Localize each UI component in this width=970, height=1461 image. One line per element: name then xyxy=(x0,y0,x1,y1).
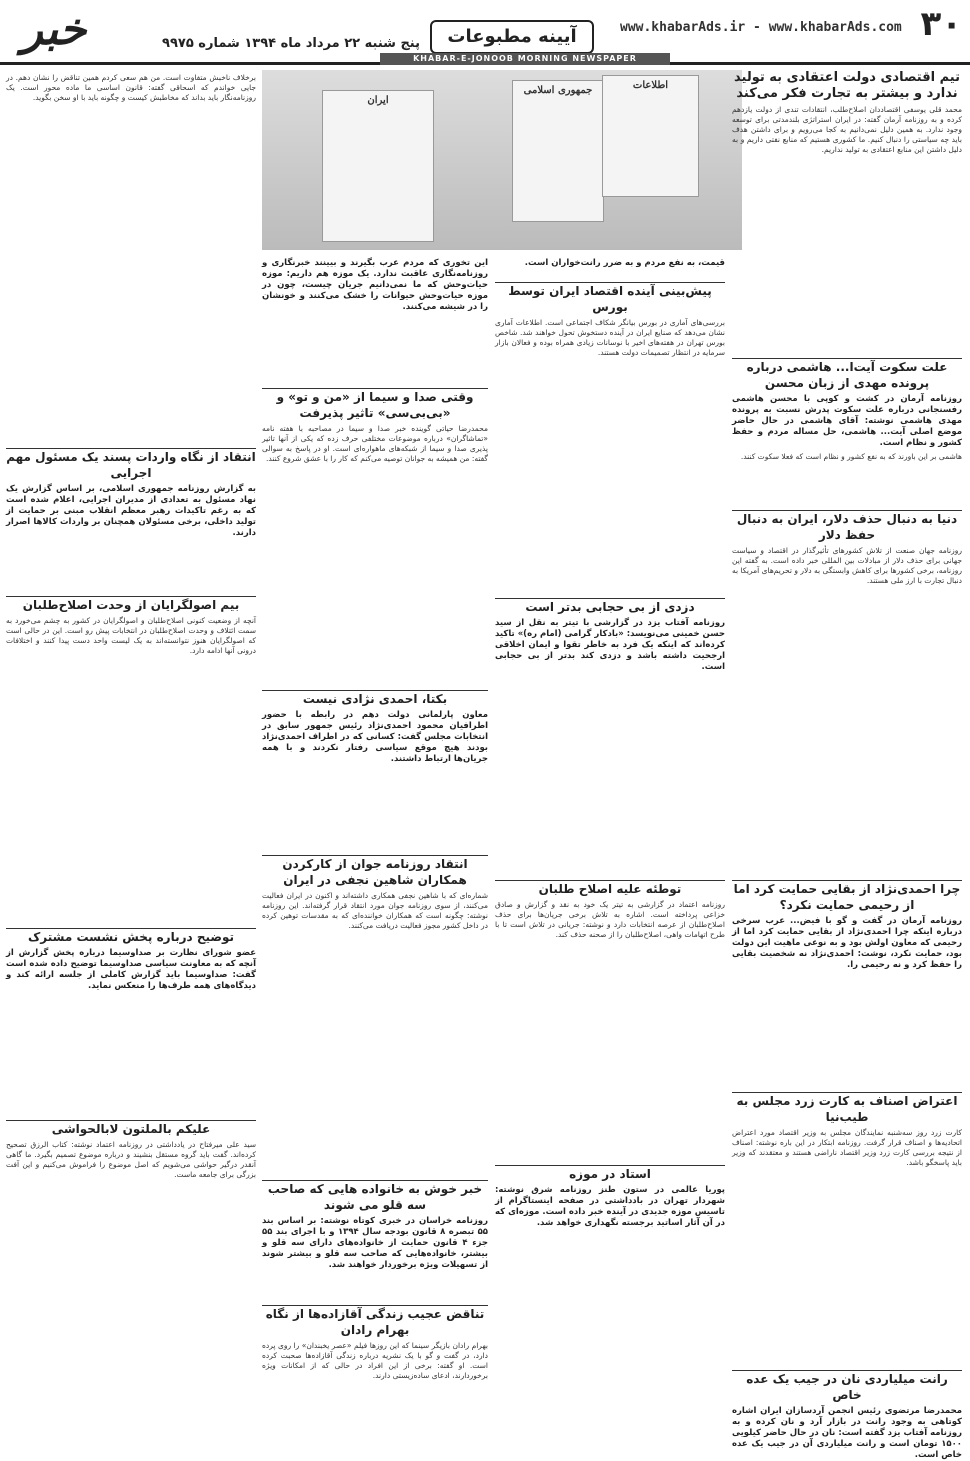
article xyxy=(6,1120,256,1431)
masthead xyxy=(0,0,970,65)
newspaper-image: ایران xyxy=(322,90,434,242)
site-url[interactable]: www.khabarAds.ir - www.khabarAds.com xyxy=(620,20,902,35)
article xyxy=(262,255,488,385)
newspaper-image: اطلاعات xyxy=(602,75,699,197)
article xyxy=(6,448,256,594)
article-lead: معاون پارلمانی دولت دهم در رابطه با حضور اطرافیان محمود احمدی‌نژاد رئیس جمهور سابق در انتخابات مجلس گفت: کسانی که در اطراف احمدی‌نژاد بودند هیچ موقع سیاسی رفتار نکردند و با همه جریان‌ها ارتباط داشتند. xyxy=(262,710,488,764)
headline: چرا احمدی‌نژاد از بقایی حمایت کرد اما از رحیمی حمایت نکرد؟ xyxy=(733,882,961,912)
article-body: روزنامه جهان صنعت از تلاش کشورهای تأثیرگذار در اقتصاد و سیاست جهانی برای حذف دلار از مبادلات بین المللی خبر داده است. به گفته این روزنامه، برخی کشورها برای کاهش وابستگی به دلار و تحریم‌های آمریکا به دنبال تجارت با ارز ملی هستند. xyxy=(732,546,962,585)
headline: انتقاد از نگاه واردات پسند یک مسئول مهم اجرایی xyxy=(6,450,256,480)
article xyxy=(732,880,962,1031)
article-body: بهرام رادان بازیگر سینما که این روزها فیلم «عصر یخبندان» را روی پرده دارد، در گفت و گو با یک نشریه درباره زندگی آقازاده‌ها صحبت کرده است. او گفته: برخی از این افراد در حالی که از امکانات ویژه برخوردارند، ادعای ساده‌زیستی دارند. xyxy=(262,1341,488,1380)
article xyxy=(495,282,725,593)
article-lead: این تخوری که مردم عرب بگیرند و بیینند خبرنگاری و روزنامه‌نگاری عاقبت ندارد. یک موزه هم داریم: موزه حیات‌وحش که ما نمی‌دانیم جریان چیست، چون در موزه حیات‌وحش حیوانات را خشک می‌کنند و خونشان را در شیشه می‌کنند. xyxy=(262,258,488,312)
article xyxy=(262,1305,488,1431)
article xyxy=(495,1165,725,1426)
article-body: محمدرضا حیاتی گوینده خبر صدا و سیما در مصاحبه با هفته نامه «تماشاگران» درباره موضوعات مختلفی حرف زده که یکی از آنها تاثیر پذیری صدا و سیما از شبکه‌های ماهواره‌ای است. او در پاسخ به سوالی گفته: من همیشه به جوانان توصیه می‌کنم که کار را با عشق شروع کنند. xyxy=(262,424,488,463)
article-body: کارت زرد روز سه‌شنبه نمایندگان مجلس به وزیر اقتصاد مورد اعتراض اتحادیه‌ها و اصناف قرار گرفت. روزنامه ابتکار در این باره نوشته: اصناف از نتیجه بررسی کارت زرد وزیر اقتصاد ناراضی هستند و معتقدند که وزیر باید پاسخگو باشد. xyxy=(732,1128,962,1167)
headline: توطئه علیه اصلاح طلبان xyxy=(538,882,682,896)
article xyxy=(495,880,725,1161)
article-body: روزنامه اعتماد در گزارشی به تیتر یک خود به نقد و گزارش و صادق خزاعی پرداخته است. اشاره به تلاش برخی جریان‌ها برای حذف اصلاح‌طلبان از عرصه انتخابات دارد و نوشته: جریانی در تلاش است تا با طرح اتهامات واهی، اصلاح‌طلبان را از صحنه حذف کند. xyxy=(495,900,725,939)
article-lead: پوریا عالمی در ستون طنز روزنامه شرق نوشته: شهردار تهران در بادداشتی در صفحه اینستاگرام از تاسیس موزه جدیدی در آینده خبر داده است. موزه‌ای که در آن آثار اساتید برجسته نگهداری خواهد شد. xyxy=(495,1185,725,1228)
article xyxy=(732,358,962,504)
headline: وقتی صدا و سیما از «من و تو» و «بی‌بی‌سی» تاثیر پذیرفت xyxy=(276,390,474,420)
article xyxy=(262,388,488,689)
article-body: شماره‌ای که با شاهین نجفی همکاری داشته‌اند و اکنون در ایران فعالیت می‌کنند، از سوی روزنامه جوان مورد انتقاد قرار گرفته‌اند. این روزنامه نوشته: چگونه است که همکاران خواننده‌ای که به مقدسات توهین کرده در داخل کشور مجوز فعالیت دریافت می‌کنند. xyxy=(262,891,488,930)
article-lead: عضو شورای نظارت بر صداوسیما درباره پخش گزارش از آنچه که به معاونت سیاسی صداوسیما توضیح داده شده است گفت: صداوسیما باید گزارش کاملی از جلسه ارائه کند و دیدگاه‌های همه طرف‌ها را منعکس نماید. xyxy=(6,948,256,991)
article xyxy=(495,255,725,280)
issue-info: پنج شنبه ۲۲ مرداد ماه ۱۳۹۴ شماره ۹۹۷۵ xyxy=(162,36,420,51)
article-body: بررسی‌های آماری در بورس بیانگر شکاف اجتماعی است. اطلاعات آماری نشان می‌دهد که صنایع ایران در آینده دستخوش تحول خواهند شد. شاخص بورس تهران در هفته‌های اخیر با نوسانات زیادی همراه بوده و فعالان بازار سرمایه در انتظار تصمیمات دولت هستند. xyxy=(495,318,725,357)
headline: خبر خوش به خانواده هایی که صاحب سه قلو می شوند xyxy=(267,1182,483,1212)
article-lead: روزنامه آرمان در گفت و گو با فیض... عرب سرخی درباره اینکه چرا احمدی‌نژاد از بقایی حمایت کرد اما از رحیمی که معاون اولش بود و به نوعی ماهیت این دولت بود، حمایت نکرد، نوشت: احمدی‌نژاد نه شخصیت بقایی را حفظ کرد و نه رحیمی را. xyxy=(732,916,962,970)
article-body: سید علی میرفتاح در یادداشتی در روزنامه اعتماد نوشته: کتاب الرزق تصحیح کرده‌اند. گفت باید گروه مستقل بنشیند و درباره موضوع تصمیم بگیرد. ما گاهی آنقدر درگیر حواشی می‌شویم که اصل موضوع را فراموش می‌کنیم و این آفت بزرگی برای جامعه ماست. xyxy=(6,1140,256,1179)
headline: توضیح درباره پخش نشست مشترک xyxy=(28,930,234,944)
article-lead: روزنامه آفتاب یزد در گزارشی با تیتر به نقل از سید حسن خمینی می‌نویسد: «بادکار گرامی (امام ره)» تاکید کرده‌اند که اینکه یک فرد به خاطر تقوا و ایمان اخلاقی ارجحیت داشته باشد و دزدی کند بدتر از بی حجابی است. xyxy=(495,618,725,672)
newspapers-photo xyxy=(262,70,742,250)
article-body: محمد قلی یوسفی اقتصاددان اصلاح‌طلب، انتقادات تندی از دولت یازدهم کرده و به روزنامه آرمان گفته: در ایران استراتژی بلندمدتی برای توسعه وجود ندارد. به همین دلیل نمی‌دانیم به کجا می‌رویم و برای داشتن هدف باید چه سیاستی را دنبال کنیم. ما کشوری هستیم که منابع نفتی داریم و به دلیل داشتن این منابع اعتقادی به تولید نداریم. xyxy=(732,105,962,154)
masthead-strap: KHABAR-E-JONOOB MORNING NEWSPAPER xyxy=(380,53,670,65)
article-lead: قیمت، به نفع مردم و به ضرر رانت‌خواران است. xyxy=(524,258,725,268)
article-lead: محمدرضا مرتضوی رئیس انجمن آردسازان ایران اشاره کوتاهی به وجود رانت در بازار آرد و نان کرده و به روزنامه آفتاب یزد گفته است: نان در حال حاضر کیلویی ۱۵۰۰ تومان است و رانت میلیاردی آن در جیب یک عده خاص است. xyxy=(732,1406,962,1460)
headline: علیکم بالملتون لابالحواشی xyxy=(51,1122,211,1136)
page-number: ۳۰ xyxy=(920,4,962,44)
headline: انتقاد روزنامه جوان از کارکردن همکاران شاهین نجفی در ایران xyxy=(282,857,468,887)
article xyxy=(262,1180,488,1301)
article xyxy=(732,1092,962,1293)
article xyxy=(732,510,962,791)
headline: بکتا، احمدی نژادی نیست xyxy=(302,692,448,706)
article xyxy=(262,855,488,1156)
headline: رانت میلیاردی نان در جیب یک عده خاص xyxy=(746,1372,948,1402)
headline: تیم اقتصادی دولت اعتقادی به تولید ندارد و بیشتر به تجارت فکر می‌کند xyxy=(734,70,960,101)
section-title: آیینه مطبوعات xyxy=(430,20,594,54)
article xyxy=(6,928,256,1119)
newspaper-image: جمهوری اسلامی xyxy=(512,80,604,222)
logo: خبر xyxy=(21,4,87,55)
article xyxy=(732,1370,962,1460)
headline: علت سکوت آیت‌ا... هاشمی درباره پرونده مهدی از زبان محسن xyxy=(746,360,948,390)
article xyxy=(262,690,488,851)
article-lead: روزنامه خراسان در خبری کوتاه نوشته: بر اساس بند ۵۵ تبصره ۸ قانون بودجه سال ۱۳۹۴ و با اجرای بند ۵۵ جزء ۴ قانون حمایت از خانواده‌های دارای سه قلو و بیشتر، خانواده‌هایی که صاحب سه قلو و بیشتر شوند از تسهیلات ویژه برخوردار خواهند شد. xyxy=(262,1216,489,1270)
headline: پیش‌بینی آینده اقتصاد ایران توسط بورس xyxy=(508,284,712,314)
article-body: برخلاف ناخبش متفاوت است. من هم سعی کردم همین تناقض را نشان دهم. در جایی خواندم که اسحاقی گفته: قانون اساسی ما ماده محور است. یک روزنامه‌نگار باید بداند که مخاطبش کیست و چگونه باید با او سخن بگوید. xyxy=(6,73,256,102)
article xyxy=(6,596,256,927)
headline: اعتراض اصناف به کارت زرد مجلس به طیب‌نیا xyxy=(736,1094,958,1124)
headline: بیم اصولگرایان از وحدت اصلاح‌طلبان xyxy=(22,598,240,612)
article-lead: روزنامه آرمان در کشت و کوپی با محسن هاشمی رفسنجانی درباره علت سکوت پدرش نسبت به پرونده مهدی هاشمی نوشته: آقای هاشمی در حال حاضر موضع اصلی آیت... هاشمی، حل مساله مردم و حفظ کشور و نظام است. xyxy=(732,394,962,448)
article xyxy=(6,70,256,440)
headline: دنیا به دنبال حذف دلار، ایران به دنبال حفظ دلار xyxy=(736,512,958,542)
article-body: آنچه از وضعیت کنونی اصلاح‌طلبان و اصولگرایان در کشور به چشم می‌خورد به سمت ائتلاف و وحدت اصلاح‌طلبان در انتخابات پیش رو است. این در حالی است که اصولگرایان هنوز نتوانسته‌اند به یک لیست واحد دست پیدا کنند و اختلافات درونی آنها ادامه دارد. xyxy=(6,616,256,655)
article xyxy=(495,598,725,879)
article xyxy=(732,70,962,270)
article-lead: به گزارش روزنامه جمهوری اسلامی، بر اساس گزارش یک نهاد مسئول به تعدادی از مدیران اجرایی، اعلام شده است که به رغم تاکیدات رهبر معظم انقلاب مبنی بر حمایت از تولید داخلی، برخی مسئولان همچنان بر واردات کالاها اصرار دارند. xyxy=(6,484,256,538)
article-body: هاشمی بر این باورند که به نفع کشور و نظام است که فعلا سکوت کنند. xyxy=(740,452,962,461)
headline: دزدی از بی حجابی بدتر است xyxy=(525,600,695,614)
headline: استاد در موزه xyxy=(569,1167,651,1181)
headline: تناقض عجیب زندگی آقازاده‌ها از نگاه بهرام رادان xyxy=(265,1307,485,1337)
